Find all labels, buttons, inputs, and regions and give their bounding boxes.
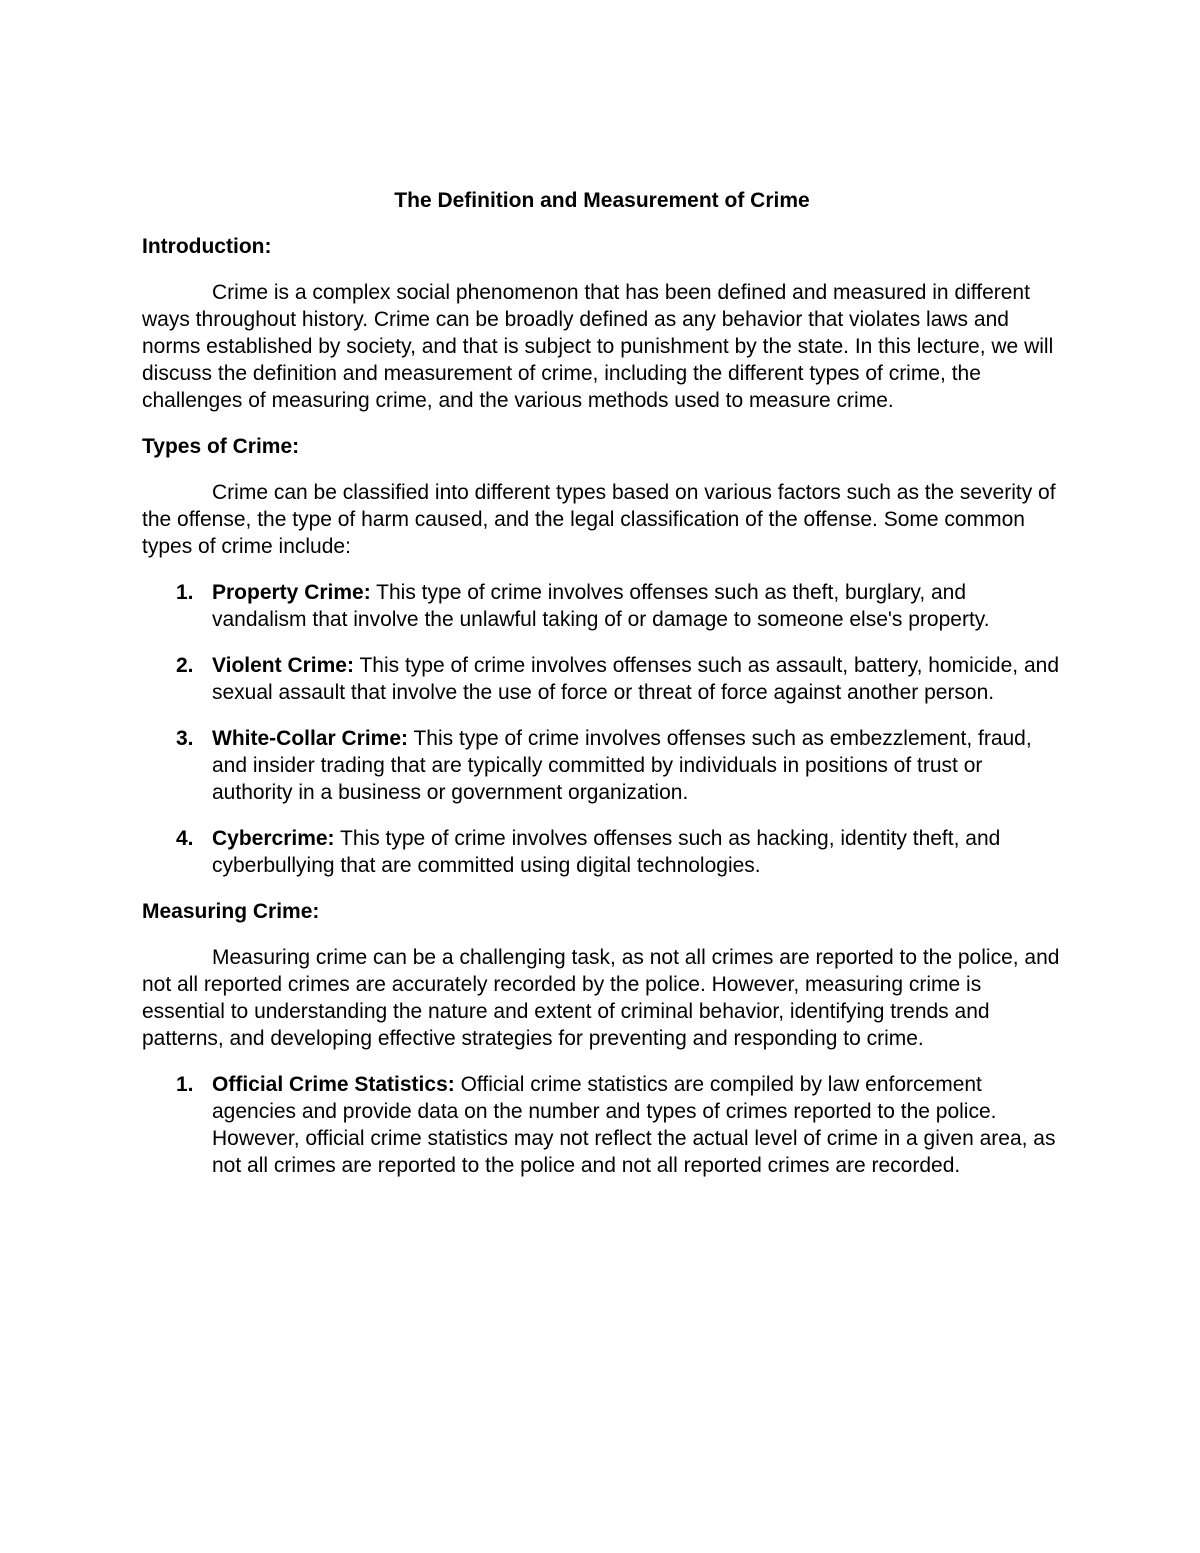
list-item-number: 2. bbox=[176, 654, 194, 677]
list-item-number: 4. bbox=[176, 827, 194, 850]
list-item bbox=[142, 725, 1062, 806]
list-item-text: This type of crime involves offenses such as assault, battery, homicide, and sexual assault that involve the use of force or threat of force against another person. bbox=[212, 654, 1060, 704]
list-item bbox=[142, 652, 1062, 706]
list-item-term: Official Crime Statistics: bbox=[212, 1073, 455, 1096]
document-body bbox=[142, 187, 1062, 1198]
list-item-text: This type of crime involves offenses such as embezzlement, fraud, and insider trading that are typically committed by individuals in positions of trust or authority in a business or government organization. bbox=[212, 727, 1032, 804]
list-item bbox=[142, 579, 1062, 633]
list-item bbox=[142, 825, 1062, 879]
list-item-term: White-Collar Crime: bbox=[212, 727, 409, 750]
list-item-number: 1. bbox=[176, 1073, 194, 1096]
list-item-number: 3. bbox=[176, 727, 194, 750]
measuring-paragraph: Measuring crime can be a challenging task, as not all crimes are reported to the police, and not all reported crimes are accurately recorded by the police. However, measuring crime is essential to understanding the nature and extent of criminal behavior, identifying trends and patterns, and developing effective strategies for preventing and responding to crime. bbox=[142, 946, 1060, 1050]
list-item-text: This type of crime involves offenses such as hacking, identity theft, and cyberbullying that are committed using digital technologies. bbox=[212, 827, 1001, 877]
introduction-heading: Introduction: bbox=[142, 235, 272, 258]
list-item-text: This type of crime involves offenses such as theft, burglary, and vandalism that involve the unlawful taking of or damage to someone else's property. bbox=[212, 581, 990, 631]
list-item-term: Violent Crime: bbox=[212, 654, 354, 677]
list-item bbox=[142, 1071, 1062, 1179]
list-item-term: Cybercrime: bbox=[212, 827, 335, 850]
measuring-list bbox=[142, 1071, 1062, 1179]
introduction-paragraph: Crime is a complex social phenomenon that has been defined and measured in different ways throughout history. Crime can be broadly defined as any behavior that violates laws and norms established by society, and that is subject to punishment by the state. In this lecture, we will discuss the definition and measurement of crime, including the different types of crime, the challenges of measuring crime, and the various methods used to measure crime. bbox=[142, 281, 1054, 412]
list-item-term: Property Crime: bbox=[212, 581, 371, 604]
types-heading: Types of Crime: bbox=[142, 435, 300, 458]
list-item-number: 1. bbox=[176, 581, 194, 604]
list-item-text: Official crime statistics are compiled by law enforcement agencies and provide data on the number and types of crimes reported to the police. However, official crime statistics may not reflect the actual level of crime in a given area, as not all crimes are reported to the police and not all reported crimes are recorded. bbox=[212, 1073, 1056, 1177]
document-title: The Definition and Measurement of Crime bbox=[394, 189, 810, 212]
types-paragraph: Crime can be classified into different types based on various factors such as the severity of the offense, the type of harm caused, and the legal classification of the offense. Some common types of crime include: bbox=[142, 481, 1056, 558]
measuring-heading: Measuring Crime: bbox=[142, 900, 320, 923]
types-list bbox=[142, 579, 1062, 879]
